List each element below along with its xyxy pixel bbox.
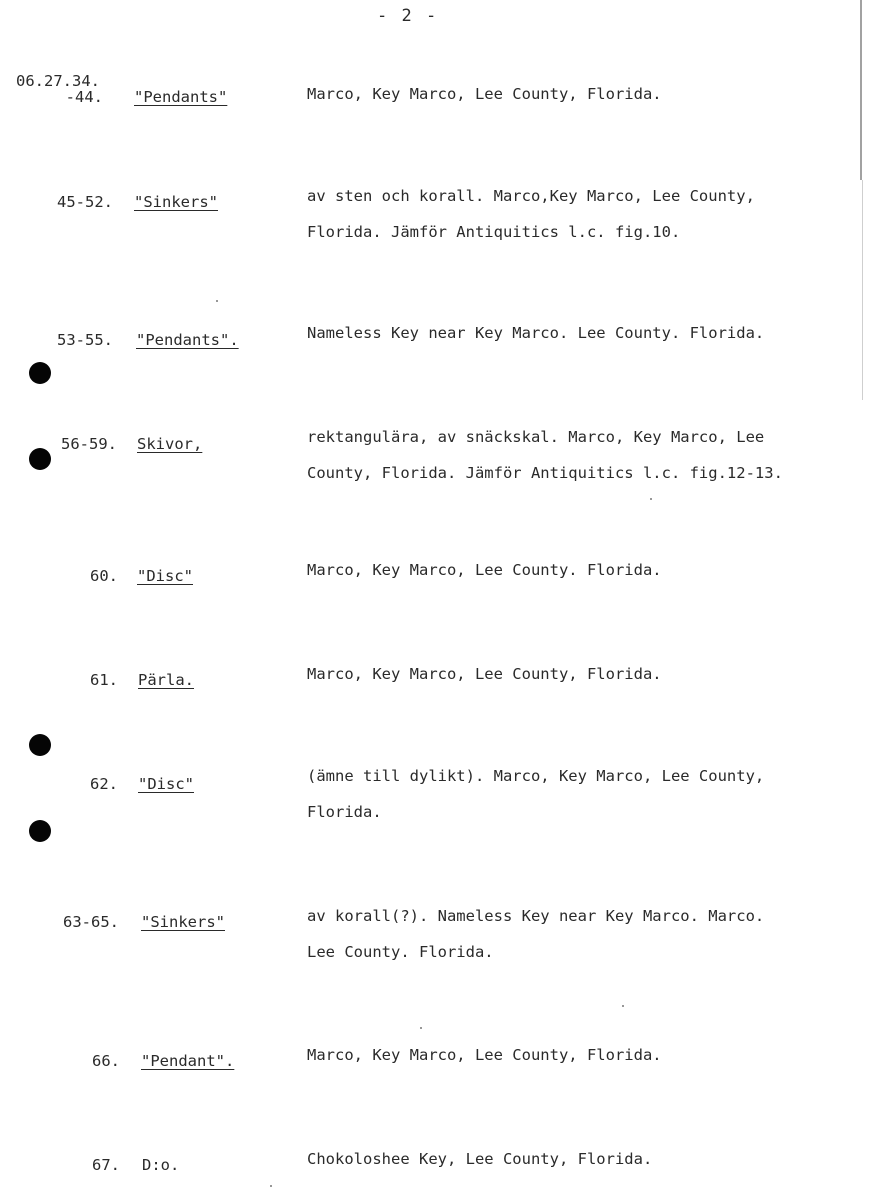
entry-name: "Pendants". — [136, 331, 239, 349]
entry-name: "Pendant". — [141, 1052, 235, 1070]
entry-name: "Disc" — [137, 567, 193, 585]
paper-speck — [216, 300, 218, 302]
paper-speck — [270, 1185, 272, 1187]
entry-name: Pärla. — [138, 671, 194, 689]
entry-name: D:o. — [142, 1156, 180, 1174]
paper-speck — [420, 1027, 422, 1029]
entry-number: 56-59. — [61, 435, 117, 453]
punch-hole — [29, 362, 51, 384]
entry-number: 63-65. — [63, 913, 119, 931]
entry-number: 60. — [90, 567, 118, 585]
entry-name: Skivor, — [137, 435, 203, 453]
entry-description: av sten och korall. Marco,Key Marco, Lee County, Florida. Jämför Antiquitics l.c. fig.10. — [307, 187, 755, 241]
entry-description: (ämne till dylikt). Marco, Key Marco, Lee County, Florida. — [307, 767, 765, 821]
entry-name: "Pendants" — [134, 88, 228, 106]
page-edge-shadow — [860, 0, 862, 180]
entry-name: "Disc" — [138, 775, 194, 793]
entry-number: 67. — [92, 1156, 120, 1174]
punch-hole — [29, 820, 51, 842]
entry-number: 45-52. — [57, 193, 113, 211]
entry-description: rektangulära, av snäckskal. Marco, Key Marco, Lee County, Florida. Jämför Antiquitics l.c. fig.12-13. — [307, 428, 783, 482]
entry-description: Chokoloshee Key, Lee County, Florida. — [307, 1150, 653, 1168]
page-edge-shadow — [862, 180, 863, 400]
entry-number: 61. — [90, 671, 118, 689]
page-number: - 2 - — [377, 6, 439, 26]
paper-speck — [650, 498, 652, 500]
entry-description: Marco, Key Marco, Lee County. Florida. — [307, 561, 662, 579]
catalog-date: 06.27.34. — [16, 72, 100, 90]
entry-number: 53-55. — [57, 331, 113, 349]
entry-description: Marco, Key Marco, Lee County, Florida. — [307, 665, 662, 683]
entry-name: "Sinkers" — [134, 193, 218, 211]
entry-description: av korall(?). Nameless Key near Key Marco. Marco. Lee County. Florida. — [307, 907, 765, 961]
paper-speck — [622, 1005, 624, 1007]
punch-hole — [29, 734, 51, 756]
entry-number: -44. — [65, 88, 103, 106]
entry-name: "Sinkers" — [141, 913, 225, 931]
entry-number: 66. — [92, 1052, 120, 1070]
entry-number: 62. — [90, 775, 118, 793]
entry-description: Marco, Key Marco, Lee County, Florida. — [307, 85, 662, 103]
entry-description: Marco, Key Marco, Lee County, Florida. — [307, 1046, 662, 1064]
entry-description: Nameless Key near Key Marco. Lee County. Florida. — [307, 324, 765, 342]
punch-hole — [29, 448, 51, 470]
